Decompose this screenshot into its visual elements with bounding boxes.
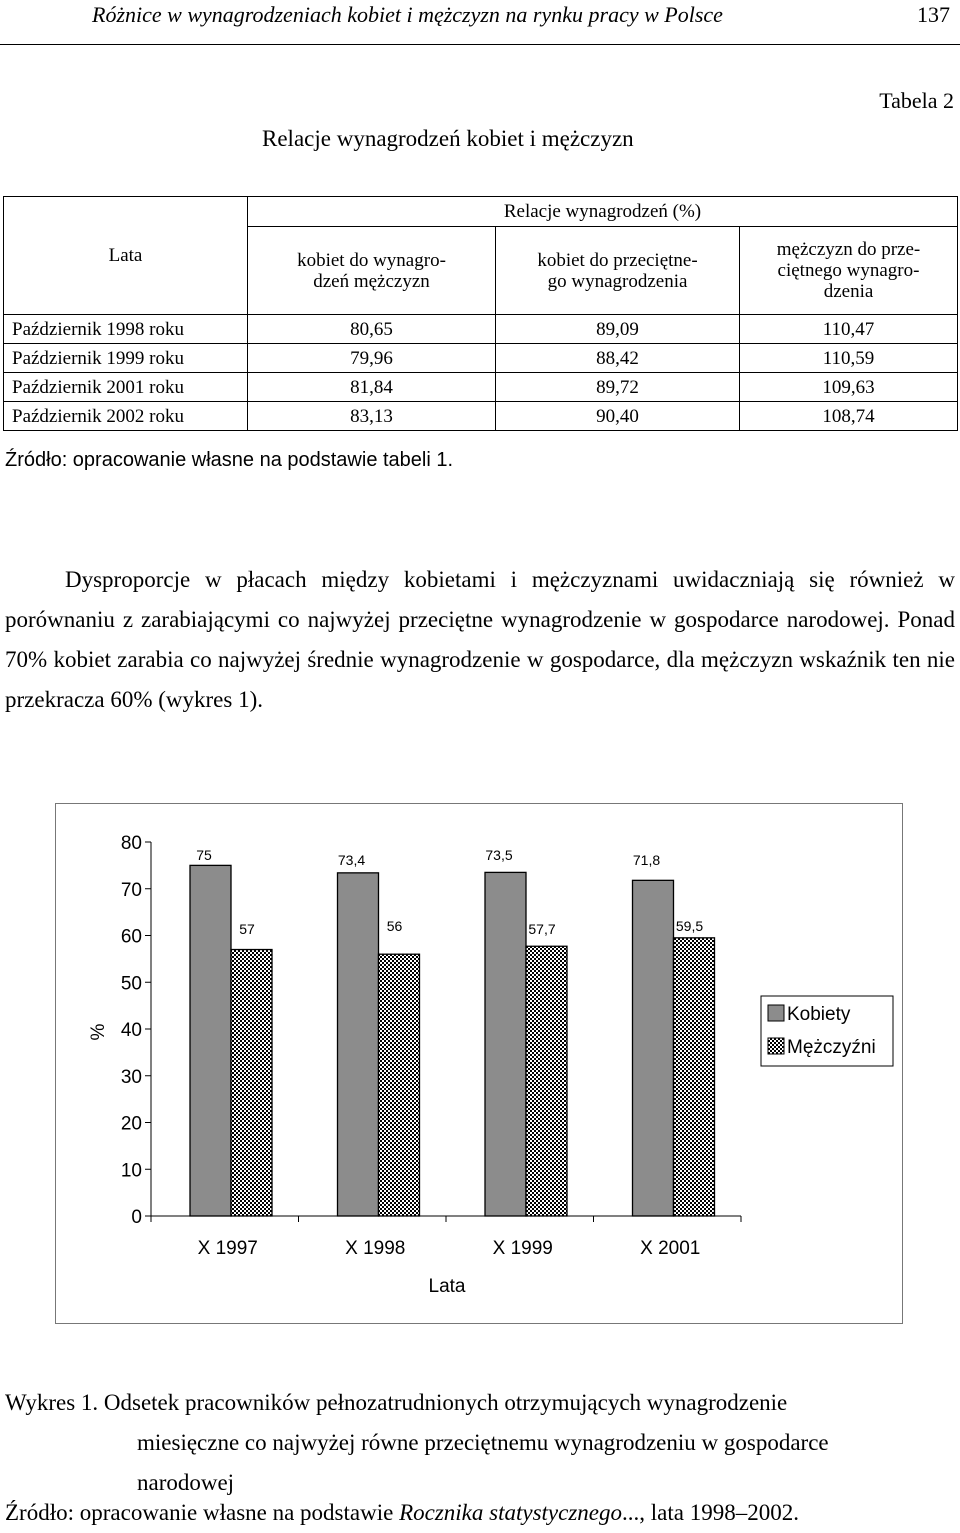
legend-swatch [768, 1005, 784, 1021]
data-label: 59,5 [675, 918, 704, 934]
data-label: 73,5 [485, 847, 513, 863]
x-tick-label: X 1998 [345, 1238, 406, 1259]
bar-mezczyzni [674, 938, 715, 1216]
caption-line-2: miesięczne co najwyżej równe przeciętnemu wynagrodzeniu w gospodarce [137, 1430, 829, 1455]
table-title: Relacje wynagrodzeń kobiet i mężczyzn [262, 126, 634, 151]
data-label: 71,8 [632, 852, 661, 868]
y-axis-label: % [88, 1023, 109, 1041]
bar-mezczyzni [231, 950, 272, 1216]
figure-caption [5, 1383, 957, 1503]
data-label: 57 [239, 921, 255, 937]
running-title: Różnice w wynagrodzeniach kobiet i mężczyzn na rynku pracy w Polsce [92, 2, 723, 27]
bar-kobiety [485, 872, 526, 1216]
legend-label: Mężczyźni [787, 1037, 876, 1058]
bar-kobiety [190, 865, 231, 1216]
table-row: Październik 2001 roku 81,84 89,72 109,63 [4, 373, 958, 402]
table-row: Październik 1998 roku 80,65 89,09 110,47 [4, 315, 958, 344]
col-header-men-to-average: mężczyzn do prze- ciętnego wynagro- dzenia [740, 227, 958, 315]
body-paragraph: Dysproporcje w płacach między kobietami i mężczyznami uwidaczniają się również w porównaniu z zarabiającymi co najwyżej przeciętne wynagrodzenie w gospodarce narodowej. Ponad 70% kobiet zarabia co najwyżej średnie wynagrodzenie w gospodarce, dla mężczyzn wskaźnik ten nie przekracza 60% (wykres 1). [5, 567, 955, 712]
wage-relations-table [3, 196, 958, 431]
data-label: 56 [386, 918, 403, 934]
data-label: 73,4 [337, 852, 366, 868]
x-tick-label: X 1997 [197, 1238, 258, 1259]
bar-mezczyzni [379, 954, 420, 1216]
legend-label: Kobiety [787, 1004, 851, 1025]
table-row: Październik 1999 roku 79,96 88,42 110,59 [4, 344, 958, 373]
y-tick-label: 70 [120, 879, 142, 901]
y-tick-label: 60 [120, 926, 142, 948]
col-header-group: Relacje wynagrodzeń (%) [248, 197, 958, 227]
x-tick-label: X 1999 [492, 1238, 553, 1259]
data-label: 75 [196, 847, 212, 863]
table-header-row-1 [4, 197, 958, 227]
figure-source: Źródło: opracowanie własne na podstawie Rocznika statystycznego..., lata 1998–2002. [5, 1500, 799, 1525]
bar-chart [56, 804, 902, 1323]
caption-line-3: narodowej [137, 1470, 235, 1495]
page-number: 137 [917, 2, 950, 27]
x-axis-label: Lata [428, 1276, 466, 1297]
table-row: Październik 2002 roku 83,13 90,40 108,74 [4, 402, 958, 431]
x-tick-label: X 2001 [640, 1238, 701, 1259]
y-tick-label: 30 [120, 1066, 142, 1088]
y-tick-label: 50 [120, 973, 142, 995]
legend-swatch [768, 1038, 784, 1054]
col-header-women-to-average: kobiet do przeciętne- go wynagrodzenia [496, 227, 740, 315]
running-header [0, 0, 960, 45]
bar-kobiety [338, 873, 379, 1216]
y-tick-label: 20 [120, 1113, 142, 1135]
col-header-women-to-men: kobiet do wynagro- dzeń mężczyzn [248, 227, 496, 315]
y-tick-label: 10 [120, 1160, 142, 1182]
chart-frame [55, 803, 903, 1324]
y-tick-label: 80 [120, 833, 142, 854]
col-header-year: Lata [4, 197, 248, 315]
caption-line-1: Wykres 1. Odsetek pracowników pełnozatrudnionych otrzymujących wynagrodzenie [5, 1390, 788, 1415]
bar-kobiety [633, 880, 674, 1216]
y-tick-label: 0 [131, 1207, 142, 1228]
table-source: Źródło: opracowanie własne na podstawie tabeli 1. [5, 449, 454, 471]
y-tick-label: 40 [120, 1020, 142, 1041]
bar-mezczyzni [526, 946, 567, 1216]
data-label: 57,7 [528, 921, 556, 937]
table-label: Tabela 2 [879, 88, 954, 113]
